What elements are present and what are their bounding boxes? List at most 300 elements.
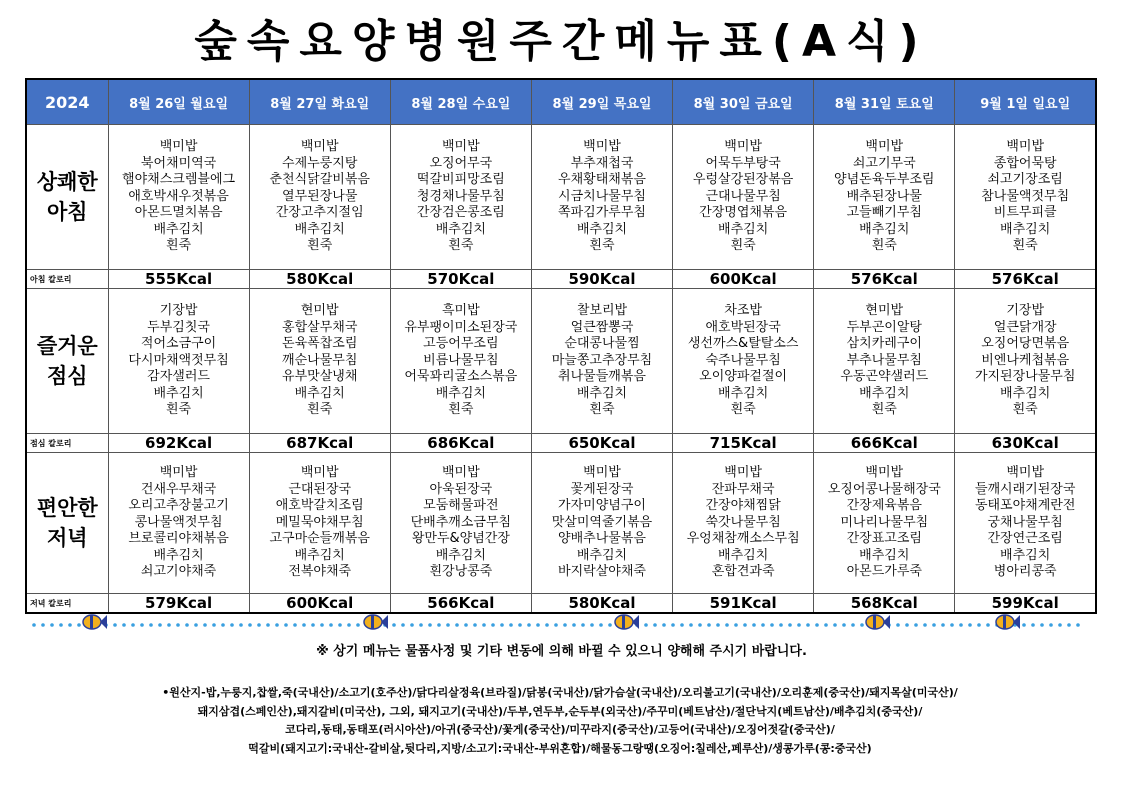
dish-item: 혼합견과죽 bbox=[711, 564, 775, 580]
dish-item: 백미밥 bbox=[1006, 465, 1045, 481]
dish-item: 기장밥 bbox=[159, 303, 198, 319]
dish-item: 배추김치 bbox=[859, 385, 910, 401]
bubble-decoration bbox=[599, 623, 603, 627]
dish-item: 오이양파겉절이 bbox=[699, 369, 788, 385]
bubble-decoration bbox=[734, 623, 738, 627]
bubble-decoration bbox=[446, 623, 450, 627]
dish-item: 흰죽 bbox=[166, 238, 192, 254]
dish-item: 다시마채액젓무침 bbox=[128, 352, 229, 368]
dish-item: 비엔나케첩볶음 bbox=[981, 352, 1070, 368]
dish-item: 흰죽 bbox=[730, 238, 756, 254]
dish-item: 떡갈비피망조림 bbox=[416, 172, 505, 188]
bubble-decoration bbox=[590, 623, 594, 627]
dish-item: 시금치나물무침 bbox=[558, 188, 646, 204]
dinner-label bbox=[26, 453, 108, 594]
dish-item: 삼치카레구이 bbox=[846, 336, 922, 352]
fish-icon bbox=[83, 615, 107, 629]
dish-item: 순대콩나물찜 bbox=[564, 336, 640, 352]
dish-item: 수제누룽지탕 bbox=[282, 155, 358, 171]
dish-item: 맛살미역줄기볶음 bbox=[551, 514, 653, 530]
dish-item: 흑미밥 bbox=[442, 303, 480, 319]
bubble-decoration bbox=[527, 623, 531, 627]
dinner-menu-cell bbox=[673, 453, 814, 594]
lunch-menu-cell bbox=[955, 289, 1096, 434]
dish-item: 흰죽 bbox=[871, 402, 897, 418]
bubble-decoration bbox=[923, 623, 927, 627]
dish-item: 간장연근조림 bbox=[987, 531, 1063, 547]
dish-item: 배추김치 bbox=[859, 547, 910, 563]
calorie-value: 687Kcal bbox=[249, 434, 390, 453]
bubble-decoration bbox=[455, 623, 459, 627]
origin-line: •원산지-밥,누룽지,찹쌀,죽(국내산)/소고기(호주산)/닭다리살정육(브라질)/닭봉(국내산)/닭가슴살(국내산)/오리불고기(국내산)/오리훈제(중국산)/돼지목살(미국산)/ bbox=[162, 686, 958, 699]
decorative-bubble-border bbox=[30, 612, 1090, 632]
breakfast-menu-cell bbox=[108, 125, 249, 270]
bubble-decoration bbox=[806, 623, 810, 627]
breakfast-menu-cell bbox=[249, 125, 390, 270]
dish-item: 춘천식닭갈비볶음 bbox=[269, 172, 370, 188]
origin-line: 코다리,동태,동태포(러시아산)/아귀(중국산)/꽃게(중국산)/미꾸라지(중국산)/고등어(국내산)/오징어젓갈(중국산)/ bbox=[285, 723, 835, 736]
dish-item: 배추김치 bbox=[576, 385, 628, 401]
dish-item: 배추김치 bbox=[1000, 221, 1051, 237]
meal-label-line: 상쾌한 bbox=[36, 170, 98, 194]
dish-item: 배추김치 bbox=[859, 221, 910, 237]
bubble-decoration bbox=[653, 623, 657, 627]
dish-item: 흰죽 bbox=[589, 238, 615, 254]
bubble-decoration bbox=[689, 623, 693, 627]
dish-item: 근대나물무침 bbox=[705, 188, 781, 204]
bubble-decoration bbox=[428, 623, 432, 627]
bubble-decoration bbox=[482, 623, 486, 627]
dish-item: 흰죽 bbox=[307, 238, 333, 254]
dish-item: 오징어당면볶음 bbox=[981, 336, 1070, 352]
bubble-decoration bbox=[77, 623, 81, 627]
dinner-row bbox=[26, 453, 1096, 594]
day-header: 8월 26일 월요일 bbox=[108, 79, 249, 125]
dish-item: 배추김치 bbox=[576, 547, 628, 563]
dish-item: 잔파무채국 bbox=[711, 481, 775, 497]
menu-change-notice: ※ 상기 메뉴는 물품사정 및 기타 변동에 의해 바뀔 수 있으니 양해해 주시기 바랍니다. bbox=[316, 644, 807, 659]
dish-item: 흰죽 bbox=[871, 238, 897, 254]
calorie-value: 590Kcal bbox=[531, 270, 672, 289]
calorie-value: 576Kcal bbox=[955, 270, 1096, 289]
dish-item: 쇠고기장조림 bbox=[987, 172, 1063, 188]
bubble-decoration bbox=[113, 623, 117, 627]
bubble-decoration bbox=[518, 623, 522, 627]
dish-item: 가지된장나물무침 bbox=[974, 369, 1076, 385]
lunch-menu-cell bbox=[673, 289, 814, 434]
calorie-value: 630Kcal bbox=[955, 434, 1096, 453]
meal-label-line: 편안한 bbox=[36, 496, 98, 520]
dish-item: 오리고추장불고기 bbox=[128, 498, 229, 514]
dish-item: 모둠해물파전 bbox=[423, 498, 499, 514]
calorie-value: 686Kcal bbox=[390, 434, 531, 453]
dish-item: 백미밥 bbox=[583, 139, 621, 155]
bubble-decoration bbox=[293, 623, 297, 627]
dish-item: 쑥갓나물무침 bbox=[705, 514, 781, 530]
bubble-decoration bbox=[212, 623, 216, 627]
dish-item: 양념돈육두부조림 bbox=[834, 172, 935, 188]
bubble-decoration bbox=[815, 623, 819, 627]
calorie-value: 666Kcal bbox=[814, 434, 955, 453]
dish-item: 가자미양념구이 bbox=[558, 498, 646, 514]
dish-item: 전복야채죽 bbox=[288, 564, 352, 580]
calorie-label: 저녁 칼로리 bbox=[26, 594, 108, 614]
bubble-decoration bbox=[941, 623, 945, 627]
dish-item: 흰죽 bbox=[730, 402, 756, 418]
dish-item: 햄야채스크렘블에그 bbox=[122, 172, 236, 188]
dish-item: 흰죽 bbox=[307, 402, 333, 418]
dish-item: 우엉채참깨소스무침 bbox=[686, 531, 800, 547]
calorie-label: 점심 칼로리 bbox=[26, 434, 108, 453]
bubble-decoration bbox=[608, 623, 612, 627]
dinner-menu-cell bbox=[390, 453, 531, 594]
dish-item: 오징어무국 bbox=[429, 155, 493, 171]
dish-item: 동태포야채계란전 bbox=[974, 498, 1076, 514]
calorie-value: 566Kcal bbox=[390, 594, 531, 614]
dinner-menu-cell bbox=[814, 453, 955, 594]
dish-item: 들깨시래기된장국 bbox=[974, 481, 1076, 497]
dish-item: 간장명엽채볶음 bbox=[699, 205, 788, 221]
bubble-decoration bbox=[842, 623, 846, 627]
dish-item: 흰죽 bbox=[448, 238, 474, 254]
lunch-menu-cell bbox=[390, 289, 531, 434]
dish-item: 건새우무채국 bbox=[140, 481, 217, 497]
bubble-decoration bbox=[221, 623, 225, 627]
bubble-decoration bbox=[833, 623, 837, 627]
bubble-decoration bbox=[1076, 623, 1080, 627]
dish-item: 두부김칫국 bbox=[147, 319, 210, 335]
bubble-decoration bbox=[239, 623, 243, 627]
dish-item: 배추김치 bbox=[435, 221, 486, 237]
dinner-menu-cell bbox=[108, 453, 249, 594]
calorie-value: 600Kcal bbox=[249, 594, 390, 614]
dish-item: 흰죽 bbox=[166, 402, 192, 418]
bubble-decoration bbox=[509, 623, 513, 627]
bubble-decoration bbox=[788, 623, 792, 627]
bubble-decoration bbox=[1049, 623, 1053, 627]
calorie-value: 579Kcal bbox=[108, 594, 249, 614]
bubble-decoration bbox=[50, 623, 54, 627]
bubble-decoration bbox=[914, 623, 918, 627]
bubble-decoration bbox=[194, 623, 198, 627]
bubble-decoration bbox=[1058, 623, 1062, 627]
dish-item: 숙주나물무침 bbox=[705, 352, 781, 368]
calorie-value: 692Kcal bbox=[108, 434, 249, 453]
dish-item: 백미밥 bbox=[724, 465, 762, 481]
bubble-decoration bbox=[581, 623, 585, 627]
lunch-menu-cell bbox=[814, 289, 955, 434]
lunch-menu-cell bbox=[531, 289, 672, 434]
bubble-decoration bbox=[302, 623, 306, 627]
dinner-menu-cell bbox=[531, 453, 672, 594]
header-row bbox=[26, 79, 1096, 125]
dish-item: 기장밥 bbox=[1006, 303, 1045, 319]
dish-item: 백미밥 bbox=[300, 139, 339, 155]
dish-item: 애호박갈치조림 bbox=[275, 498, 364, 514]
calorie-value: 580Kcal bbox=[531, 594, 672, 614]
dish-item: 찰보리밥 bbox=[576, 303, 628, 319]
day-header: 8월 31일 토요일 bbox=[814, 79, 955, 125]
dish-item: 두부곤이알탕 bbox=[846, 319, 922, 335]
dish-item: 양배추나물볶음 bbox=[558, 531, 646, 547]
dish-item: 현미밥 bbox=[865, 303, 904, 319]
bubble-decoration bbox=[554, 623, 558, 627]
dish-item: 백미밥 bbox=[724, 139, 762, 155]
bubble-decoration bbox=[671, 623, 675, 627]
bubble-decoration bbox=[977, 623, 981, 627]
dish-item: 미나리나물무침 bbox=[840, 514, 929, 530]
dish-item: 배추김치 bbox=[153, 547, 204, 563]
page-title: 숲속요양병원주간메뉴표(A식) bbox=[194, 16, 929, 67]
lunch-menu-cell bbox=[249, 289, 390, 434]
dish-item: 종합어묵탕 bbox=[993, 155, 1057, 171]
dish-item: 궁채나물무침 bbox=[987, 514, 1063, 530]
dish-item: 배추김치 bbox=[435, 385, 486, 401]
bubble-decoration bbox=[68, 623, 72, 627]
dish-item: 애호박새우젓볶음 bbox=[128, 188, 229, 204]
bubble-decoration bbox=[770, 623, 774, 627]
dish-item: 백미밥 bbox=[159, 139, 198, 155]
lunch-menu-cell bbox=[108, 289, 249, 434]
bubble-decoration bbox=[41, 623, 45, 627]
bubble-decoration bbox=[158, 623, 162, 627]
bubble-decoration bbox=[572, 623, 576, 627]
bubble-decoration bbox=[329, 623, 333, 627]
bubble-decoration bbox=[707, 623, 711, 627]
bubble-decoration bbox=[500, 623, 504, 627]
dinner-menu-cell bbox=[955, 453, 1096, 594]
bubble-decoration bbox=[725, 623, 729, 627]
bubble-decoration bbox=[140, 623, 144, 627]
weekly-menu-table bbox=[25, 78, 1097, 614]
dish-item: 배추김치 bbox=[435, 547, 486, 563]
day-header: 8월 28일 수요일 bbox=[390, 79, 531, 125]
bubble-decoration bbox=[824, 623, 828, 627]
dish-item: 브로콜리야채볶음 bbox=[128, 531, 229, 547]
bubble-decoration bbox=[392, 623, 396, 627]
bubble-decoration bbox=[320, 623, 324, 627]
bubble-decoration bbox=[410, 623, 414, 627]
dish-item: 감자샐러드 bbox=[147, 369, 210, 385]
bubble-decoration bbox=[1022, 623, 1026, 627]
dish-item: 열무된장나물 bbox=[282, 188, 358, 204]
bubble-decoration bbox=[986, 623, 990, 627]
dish-item: 단배추깨소금무침 bbox=[410, 514, 512, 530]
dish-item: 우채황태채볶음 bbox=[558, 172, 646, 188]
dish-item: 근대된장국 bbox=[288, 481, 352, 497]
calorie-value: 580Kcal bbox=[249, 270, 390, 289]
origin-line: 돼지삼겹(스페인산),돼지갈비(미국산), 그외, 돼지고기(국내산)/두부,연두부,순두부(외국산)/주꾸미(베트남산)/절단낙지(베트남산)/배추김치(중국산)/ bbox=[197, 704, 923, 718]
dish-item: 적어소금구이 bbox=[140, 336, 217, 352]
dish-item: 오징어콩나물해장국 bbox=[827, 481, 941, 497]
dish-item: 병아리콩죽 bbox=[993, 564, 1057, 580]
dish-item: 배추김치 bbox=[718, 547, 769, 563]
bubble-decoration bbox=[491, 623, 495, 627]
bubble-decoration bbox=[563, 623, 567, 627]
dish-item: 차조밥 bbox=[724, 303, 762, 319]
bubble-decoration bbox=[743, 623, 747, 627]
dish-item: 백미밥 bbox=[442, 465, 480, 481]
bubble-decoration bbox=[203, 623, 207, 627]
bubble-decoration bbox=[437, 623, 441, 627]
dish-item: 바지락살야채죽 bbox=[558, 564, 646, 580]
dish-item: 백미밥 bbox=[865, 139, 904, 155]
fish-icon bbox=[996, 615, 1020, 629]
dish-item: 메밀묵야채무침 bbox=[275, 514, 364, 530]
bubble-decoration bbox=[896, 623, 900, 627]
dish-item: 백미밥 bbox=[300, 465, 339, 481]
calorie-value: 715Kcal bbox=[673, 434, 814, 453]
dish-item: 배추된장나물 bbox=[846, 188, 922, 204]
dinner-menu-cell bbox=[249, 453, 390, 594]
origin-line: 떡갈비(돼지고기:국내산-갈비살,뒷다리,지방/소고기:국내산-부위혼합)/해물동그랑땡(오징어:칠레산,페루산)/생콩가루(콩:중국산) bbox=[248, 741, 872, 755]
bubble-decoration bbox=[338, 623, 342, 627]
calorie-value: 650Kcal bbox=[531, 434, 672, 453]
lunch-label bbox=[26, 289, 108, 434]
bubble-decoration bbox=[347, 623, 351, 627]
dish-item: 고들빼기무침 bbox=[846, 205, 922, 221]
year-cell: 2024 bbox=[26, 79, 108, 125]
calorie-label: 아침 칼로리 bbox=[26, 270, 108, 289]
dish-item: 배추김치 bbox=[294, 221, 345, 237]
bubble-decoration bbox=[149, 623, 153, 627]
dish-item: 배추김치 bbox=[1000, 547, 1051, 563]
dish-item: 취나물들깨볶음 bbox=[558, 369, 646, 385]
bubble-decoration bbox=[275, 623, 279, 627]
fish-icon bbox=[364, 615, 388, 629]
bubble-decoration bbox=[1040, 623, 1044, 627]
day-header: 9월 1일 일요일 bbox=[955, 79, 1096, 125]
dish-item: 간장고추지절임 bbox=[275, 205, 364, 221]
dish-item: 부추재첩국 bbox=[570, 155, 634, 171]
dish-item: 아몬드멸치볶음 bbox=[134, 205, 223, 221]
bubble-decoration bbox=[779, 623, 783, 627]
bubble-decoration bbox=[761, 623, 765, 627]
meal-label-line: 점심 bbox=[46, 364, 88, 388]
dish-item: 꽃게된장국 bbox=[570, 481, 634, 497]
dish-item: 배추김치 bbox=[294, 547, 345, 563]
fish-icon bbox=[615, 615, 639, 629]
dish-item: 현미밥 bbox=[300, 303, 339, 319]
dish-item: 청경채나물무침 bbox=[416, 188, 505, 204]
bubble-decoration bbox=[356, 623, 360, 627]
breakfast-menu-cell bbox=[673, 125, 814, 270]
origin-info bbox=[60, 684, 1060, 758]
dish-item: 유부팽이미소된장국 bbox=[404, 319, 518, 335]
dish-item: 북어채미역국 bbox=[140, 155, 217, 171]
bubble-decoration bbox=[698, 623, 702, 627]
bubble-decoration bbox=[968, 623, 972, 627]
bubble-decoration bbox=[131, 623, 135, 627]
dish-item: 배추김치 bbox=[718, 221, 769, 237]
bubble-decoration bbox=[905, 623, 909, 627]
dish-item: 얼큰닭개장 bbox=[993, 319, 1057, 335]
dish-item: 콩나물액젓무침 bbox=[134, 514, 223, 530]
bubble-decoration bbox=[248, 623, 252, 627]
dish-item: 백미밥 bbox=[865, 465, 904, 481]
dish-item: 생선까스&탈탈소스 bbox=[687, 336, 799, 352]
bubble-decoration bbox=[932, 623, 936, 627]
dish-item: 돈육폭찹조림 bbox=[282, 336, 358, 352]
dish-item: 고구마순들깨볶음 bbox=[269, 531, 370, 547]
dish-item: 흰죽 bbox=[1012, 238, 1038, 254]
dish-item: 참나물액젓무침 bbox=[981, 188, 1070, 204]
bubble-decoration bbox=[464, 623, 468, 627]
bubble-decoration bbox=[311, 623, 315, 627]
lunch-row bbox=[26, 289, 1096, 434]
dish-item: 부추나물무침 bbox=[846, 352, 922, 368]
dish-item: 간장표고조림 bbox=[846, 531, 922, 547]
meal-label-line: 즐거운 bbox=[36, 334, 98, 358]
dish-item: 쪽파김가루무침 bbox=[558, 205, 646, 221]
bubble-decoration bbox=[545, 623, 549, 627]
dish-item: 배추김치 bbox=[1000, 385, 1051, 401]
dish-item: 쇠고기무국 bbox=[852, 155, 916, 171]
bubble-decoration bbox=[797, 623, 801, 627]
calorie-value: 568Kcal bbox=[814, 594, 955, 614]
fish-icon bbox=[866, 615, 890, 629]
dish-item: 배추김치 bbox=[153, 221, 204, 237]
calorie-value: 576Kcal bbox=[814, 270, 955, 289]
bubble-decoration bbox=[266, 623, 270, 627]
dish-item: 애호박된장국 bbox=[705, 319, 781, 335]
dish-item: 백미밥 bbox=[442, 139, 480, 155]
bubble-decoration bbox=[950, 623, 954, 627]
dish-item: 배추김치 bbox=[153, 385, 204, 401]
day-header: 8월 27일 화요일 bbox=[249, 79, 390, 125]
dish-item: 간장야채찜닭 bbox=[705, 498, 781, 514]
bubble-decoration bbox=[752, 623, 756, 627]
meal-label-line: 저녁 bbox=[46, 526, 88, 550]
dinner-calorie-row bbox=[26, 594, 1096, 614]
dish-item: 우렁살강된장볶음 bbox=[692, 172, 794, 188]
bubble-decoration bbox=[185, 623, 189, 627]
bubble-decoration bbox=[473, 623, 477, 627]
calorie-value: 555Kcal bbox=[108, 270, 249, 289]
breakfast-label bbox=[26, 125, 108, 270]
dish-item: 백미밥 bbox=[159, 465, 198, 481]
bubble-decoration bbox=[122, 623, 126, 627]
dish-item: 배추김치 bbox=[294, 385, 345, 401]
dish-item: 흰강낭콩죽 bbox=[429, 564, 493, 580]
dish-item: 배추김치 bbox=[576, 221, 628, 237]
dish-item: 우동곤약샐러드 bbox=[840, 369, 929, 385]
dish-item: 흰죽 bbox=[448, 402, 474, 418]
dish-item: 백미밥 bbox=[583, 465, 621, 481]
dish-item: 어묵꽈리굴소스볶음 bbox=[404, 369, 518, 385]
dish-item: 비름나물무침 bbox=[423, 352, 499, 368]
dish-item: 고등어무조림 bbox=[423, 336, 499, 352]
meal-label-line: 아침 bbox=[46, 200, 88, 224]
dish-item: 배추김치 bbox=[718, 385, 769, 401]
bubble-decoration bbox=[419, 623, 423, 627]
dish-item: 비트무피클 bbox=[993, 205, 1057, 221]
dish-item: 쇠고기야채죽 bbox=[140, 564, 217, 580]
calorie-value: 570Kcal bbox=[390, 270, 531, 289]
bubble-decoration bbox=[536, 623, 540, 627]
dish-item: 홍합살무채국 bbox=[282, 319, 358, 335]
dish-item: 마늘쫑고추장무침 bbox=[551, 352, 653, 368]
calorie-value: 600Kcal bbox=[673, 270, 814, 289]
dish-item: 간장검은콩조림 bbox=[416, 205, 505, 221]
bubble-decoration bbox=[716, 623, 720, 627]
breakfast-row bbox=[26, 125, 1096, 270]
lunch-calorie-row bbox=[26, 434, 1096, 453]
breakfast-calorie-row bbox=[26, 270, 1096, 289]
dish-item: 어묵두부탕국 bbox=[705, 155, 781, 171]
bubble-decoration bbox=[401, 623, 405, 627]
dish-item: 백미밥 bbox=[1006, 139, 1045, 155]
